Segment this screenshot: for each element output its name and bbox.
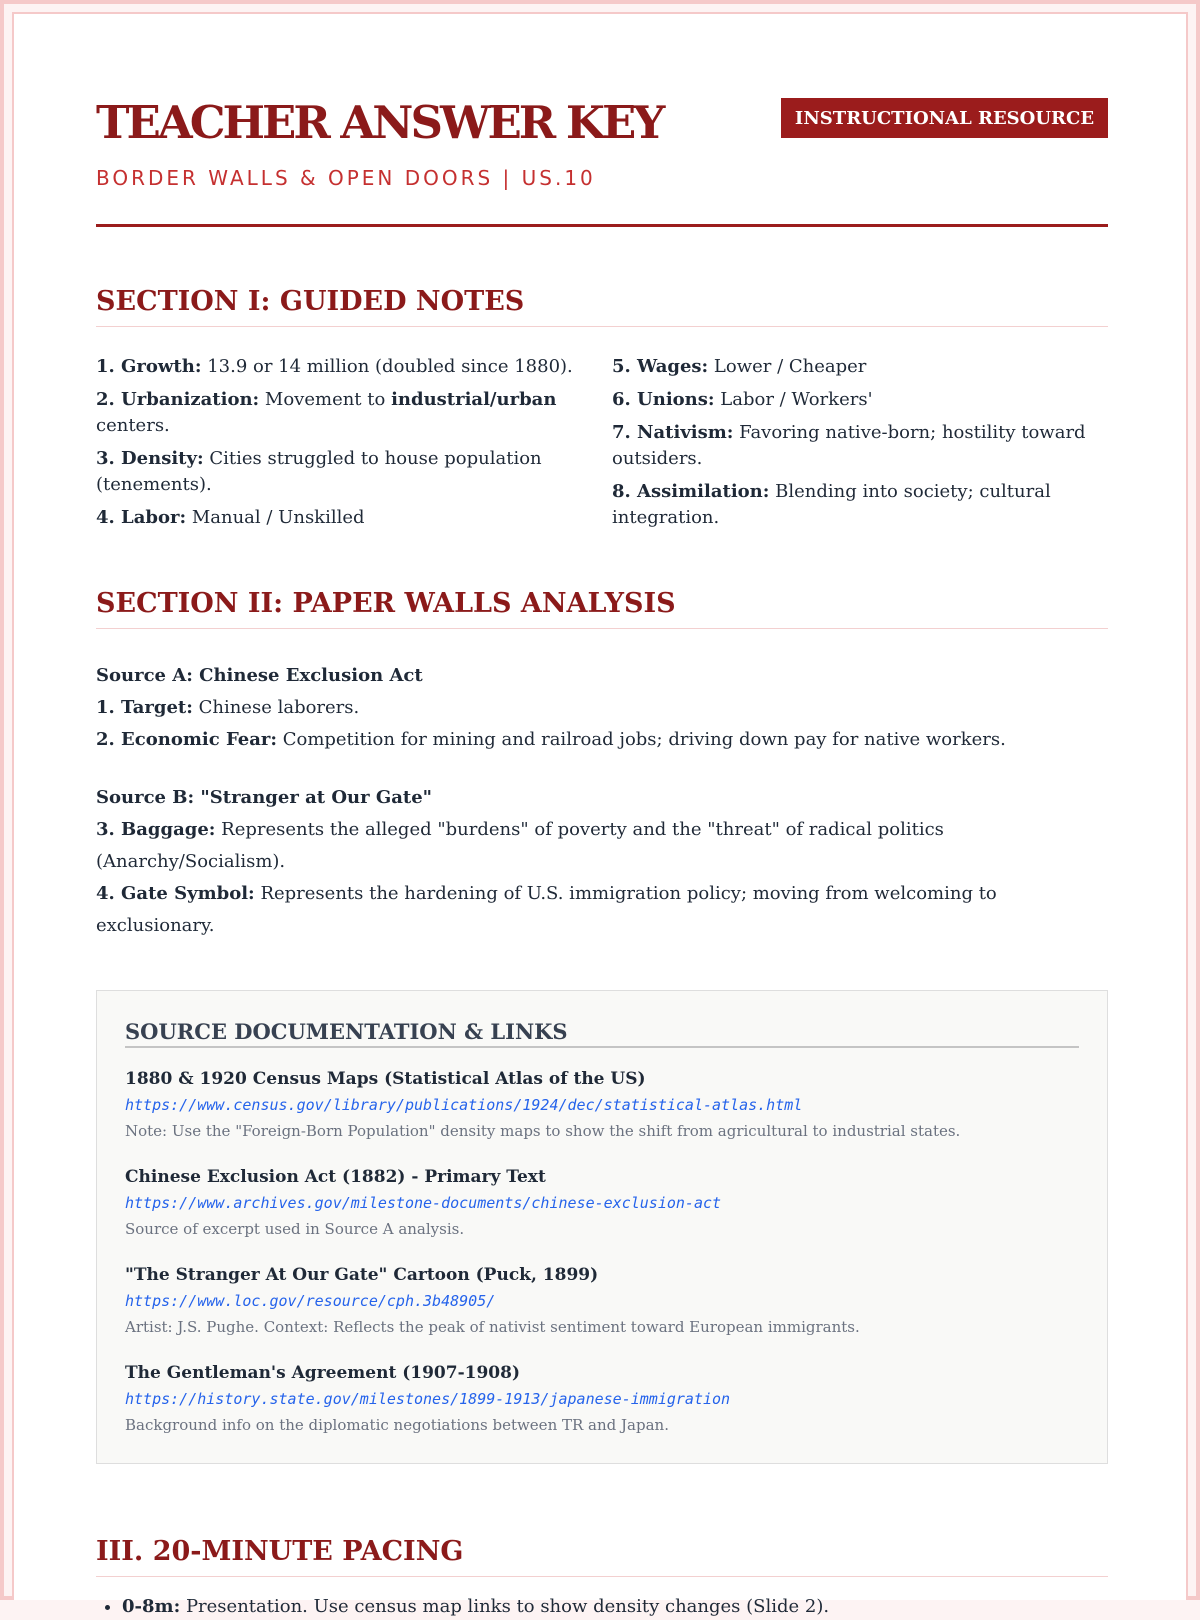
note-item (612, 420, 1108, 472)
analysis-label: 3. Baggage: (96, 819, 216, 840)
doc-title: "The Stranger At Our Gate" Cartoon (Puck, 1899) (125, 1265, 599, 1285)
pacing-item (122, 1594, 1134, 1620)
note-item (612, 387, 1108, 413)
note-label: 6. Unions: (612, 389, 715, 410)
note-text: centers. (96, 415, 170, 436)
doc-entry (125, 1360, 1079, 1438)
doc-title: 1880 & 1920 Census Maps (Statistical Atlas of the US) (125, 1069, 646, 1089)
analysis-label: 1. Target: (96, 697, 193, 718)
note-strong: industrial/urban (391, 389, 557, 410)
resource-badge: INSTRUCTIONAL RESOURCE (781, 98, 1108, 138)
source-b-title: Source B: "Stranger at Our Gate" (96, 787, 433, 808)
source-documentation-box (96, 990, 1108, 1464)
note-item (96, 505, 592, 531)
note-item (612, 354, 1108, 380)
doc-title: The Gentleman's Agreement (1907-1908) (125, 1363, 520, 1383)
note-label: 2. Urbanization: (96, 389, 260, 410)
notes-column-left (96, 354, 592, 538)
note-text: Favoring native-born; hostility toward outsiders. (612, 422, 1086, 469)
analysis-label: 2. Economic Fear: (96, 729, 277, 750)
note-label: 3. Density: (96, 448, 204, 469)
source-a-title: Source A: Chinese Exclusion Act (96, 665, 423, 686)
section-pacing-heading: III. 20-MINUTE PACING (96, 1536, 1108, 1577)
doc-entry (125, 1164, 1079, 1242)
analysis-text: Represents the hardening of U.S. immigration policy; moving from welcoming to exclusionary. (96, 883, 997, 936)
note-text: Blending into society; cultural integration. (612, 481, 1051, 528)
analysis-text: Competition for mining and railroad jobs; driving down pay for native workers. (276, 729, 1006, 750)
note-text: Cities struggled to house population (tenements). (96, 448, 542, 495)
note-text: Movement to (259, 389, 392, 410)
answer-key-page (12, 12, 1188, 1617)
analysis-text: Chinese laborers. (192, 697, 360, 718)
note-item (612, 479, 1108, 531)
analysis-text: Represents the alleged "burdens" of poverty and the "threat" of radical politics (Anarchy/Socialism). (96, 819, 944, 872)
note-text: Manual / Unskilled (186, 507, 365, 528)
note-label: 7. Nativism: (612, 422, 734, 443)
doc-note: Note: Use the "Foreign-Born Population" density maps to show the shift from agricultural to industrial states. (125, 1122, 961, 1140)
analysis-label: 4. Gate Symbol: (96, 883, 255, 904)
doc-link[interactable]: https://www.census.gov/library/publications/1924/dec/statistical-atlas.html (125, 1096, 803, 1114)
page-subtitle: BORDER WALLS & OPEN DOORS | US.10 (96, 166, 596, 190)
note-label: 5. Wages: (612, 356, 709, 377)
analysis-item (96, 814, 1108, 878)
header (96, 14, 1108, 227)
analysis-item (96, 724, 1108, 756)
section-paper-walls-heading: SECTION II: PAPER WALLS ANALYSIS (96, 588, 1108, 629)
doc-entry (125, 1066, 1079, 1144)
notes-column-right (612, 354, 1108, 538)
note-label: 1. Growth: (96, 356, 202, 377)
doc-entry (125, 1262, 1079, 1340)
doc-note: Source of excerpt used in Source A analysis. (125, 1220, 465, 1238)
note-item (96, 387, 592, 439)
doc-note: Background info on the diplomatic negotiations between TR and Japan. (125, 1416, 669, 1434)
note-text: Lower / Cheaper (708, 356, 867, 377)
section-guided-notes-heading: SECTION I: GUIDED NOTES (96, 286, 1108, 327)
note-item (96, 354, 592, 380)
note-item (96, 446, 592, 498)
doc-link[interactable]: https://www.archives.gov/milestone-documents/chinese-exclusion-act (125, 1194, 722, 1212)
page-content (96, 14, 1108, 1617)
doc-title: Chinese Exclusion Act (1882) - Primary Text (125, 1167, 546, 1187)
pacing-text: Presentation. Use census map links to show density changes (Slide 2). (180, 1596, 830, 1617)
note-text: Labor / Workers' (714, 389, 873, 410)
page-title: TEACHER ANSWER KEY (96, 96, 663, 149)
analysis-item (96, 878, 1108, 942)
analysis-item (96, 692, 1108, 724)
paper-walls-analysis (96, 660, 1108, 942)
doc-link[interactable]: https://history.state.gov/milestones/1899-1913/japanese-immigration (125, 1390, 731, 1408)
note-label: 4. Labor: (96, 507, 187, 528)
doc-link[interactable]: https://www.loc.gov/resource/cph.3b48905/ (125, 1292, 496, 1310)
pacing-label: 0-8m: (122, 1596, 181, 1617)
pacing-list (96, 1594, 1134, 1620)
source-documentation-heading: SOURCE DOCUMENTATION & LINKS (125, 1019, 1079, 1048)
note-text: 13.9 or 14 million (doubled since 1880). (201, 356, 573, 377)
guided-notes (96, 354, 1108, 538)
doc-note: Artist: J.S. Pughe. Context: Reflects the peak of nativist sentiment toward European immigrants. (125, 1318, 860, 1336)
note-label: 8. Assimilation: (612, 481, 770, 502)
